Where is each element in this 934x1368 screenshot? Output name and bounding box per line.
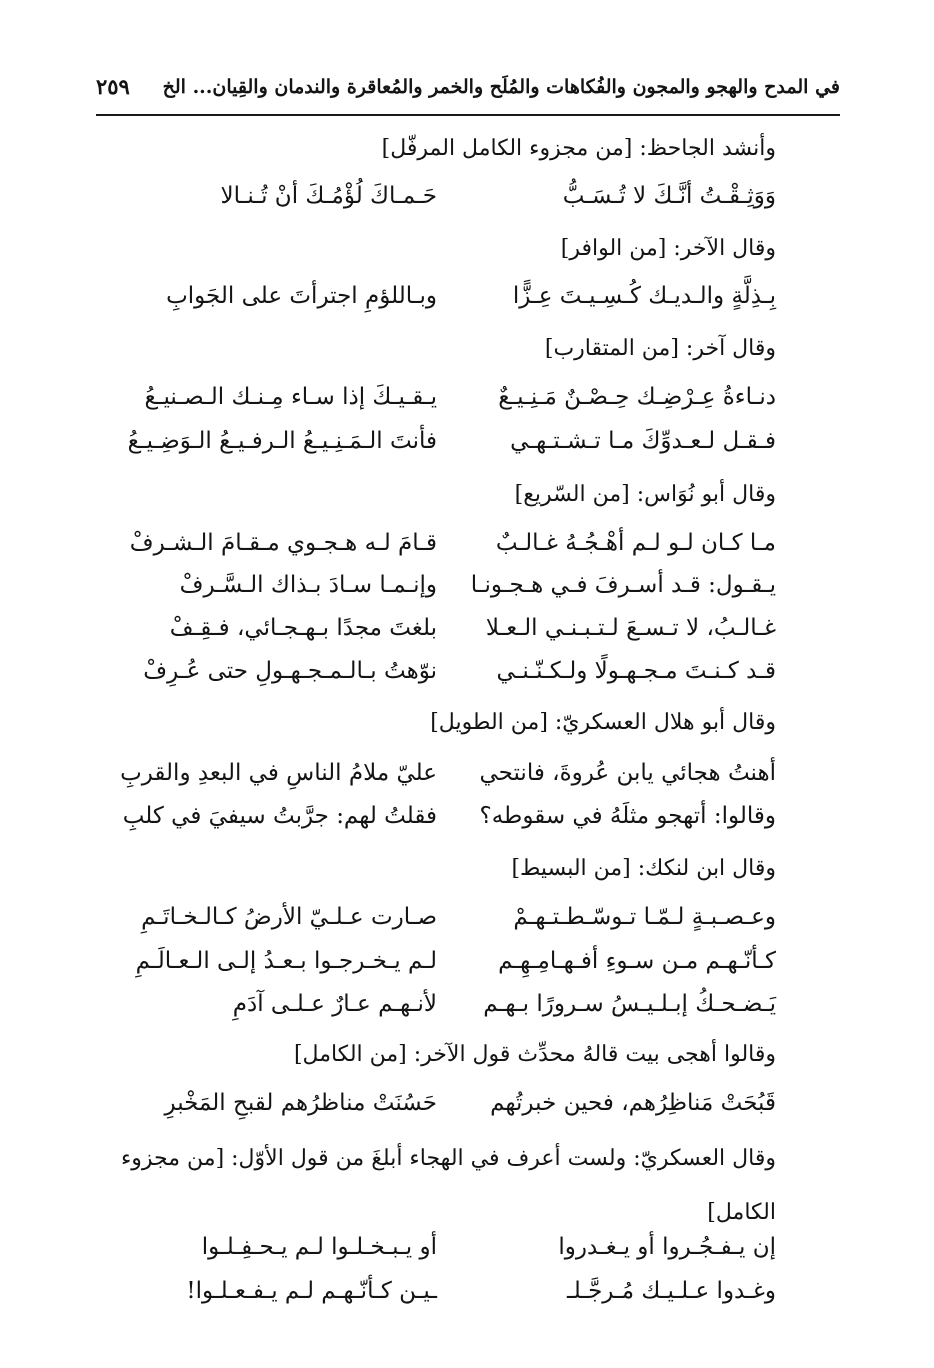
section-intro: وقال العسكريّ: ولست أعرف في الهجاء أبلغَ من قول الأوّل: [من مجزوء الكامل] [120,1146,776,1225]
header-title: في المدح والهجو والمجون والفُكاهات والمُلَح والخمر والمُعاقرة والندمان والقِيان... الخ [162,76,840,98]
section-intro: وقال أبو هلال العسكريّ: [من الطويل] [430,710,776,735]
verse-second-hemistich: قـامَ لـه هـجـوي مـقـامَ الـشـرفْ [129,530,437,556]
verse-second-hemistich: حَسُنَتْ مناظرُهم لقبحِ المَخْبرِ [164,1090,437,1116]
verse-second-hemistich: فقلتُ لهم: جرَّبتُ سيفيَ في كلبِ [122,803,437,829]
verse-first-hemistich: قـد كـنـتَ مـجـهـولًا ولـكـنّـنـي [496,658,776,684]
verse-first-hemistich: وقالوا: أتهجو مثلَهُ في سقوطه؟ [479,803,776,829]
verse-second-hemistich: بلغتَ مجدًا بـهـجـائي، فـقِـفْ [169,615,437,641]
section-intro: وقال الآخر: [من الوافر] [560,236,776,261]
verse-first-hemistich: وَوَثِـقْـتُ أنَّـكَ لا تُـسَـبُّ [562,183,776,209]
verse-first-hemistich: غـالـبُ، لا تـسـعَ لـتـبـنـي الـعـلا [485,615,776,641]
verse-first-hemistich: مـا كـان لـو لـم أهْـجُـهُ غـالـبٌ [495,530,776,556]
verse-first-hemistich: إن يـفـجُـروا أو يـغـدروا [558,1234,776,1260]
section-intro: وقال آخر: [من المتقارب] [544,336,776,361]
verse-first-hemistich: وعـصـبـةٍ لـمّـا تـوسّـطـتـهـمْ [513,904,776,930]
verse-second-hemistich: عليّ ملامُ الناسِ في البعدِ والقربِ [120,760,437,786]
verse-second-hemistich: وبـاللؤمِ اجترأتَ على الجَوابِ [166,283,437,309]
verse-second-hemistich: يـقـيـكَ إذا سـاء مِـنـك الـصـنيـعُ [144,384,437,410]
verse-second-hemistich: لأنـهـم عـارٌ عـلـى آدَمِ [232,991,437,1017]
verse-second-hemistich: فأنتَ الـمَـنِـيـعُ الـرفـيـعُ الـوَضِـيـعُ [127,428,437,454]
verse-first-hemistich: دنـاءةُ عِـرْضِـك حِـصْـنٌ مَـنِـيـعٌ [498,384,776,410]
verse-first-hemistich: قَبُحَتْ مَناظِرُهم، فحين خبرتُهم [490,1090,776,1116]
verse-first-hemistich: يَـضـحـكُ إبـلـيـسُ سـرورًا بـهـم [483,991,776,1017]
verse-second-hemistich: صـارت عـلـيّ الأرضُ كـالـخـاتَـمِ [141,904,437,930]
verse-first-hemistich: فـقـل لـعـدوِّكَ مـا تـشـتـهـي [510,428,776,454]
verse-first-hemistich: يـقـول: قـد أسـرفَ فـي هـجـونـا [470,572,776,598]
section-intro: وقالوا أهجى بيت قالهُ محدِّث قول الآخر: [من الكامل] [293,1042,776,1067]
section-intro: وقال أبو نُوَاس: [من السّريع] [514,482,776,507]
verse-first-hemistich: كـأنّـهـم مـن سـوءِ أفـهـامِـهِـم [498,948,776,974]
verse-second-hemistich: حَـمـاكَ لُؤْمُـكَ أنْ تُـنـالا [220,183,437,209]
page-number: ٢٥٩ [96,74,130,99]
section-intro: وأنشد الجاحظ: [من مجزوء الكامل المرفّل] [381,136,776,161]
verse-first-hemistich: أهنتُ هجائي يابن عُروةَ، فانتحي [479,760,776,786]
verse-first-hemistich: وغـدوا عـلـيـك مُـرجَّـلـ [567,1278,776,1304]
verse-second-hemistich: ـيـن كـأنّـهـم لـم يـفـعـلـوا! [186,1278,437,1304]
verse-second-hemistich: لـم يـخـرجـوا بـعـدُ إلـى الـعـالَـمِ [135,948,437,974]
verse-second-hemistich: وإنـمـا سـادَ بـذاك الـسَّـرفْ [179,572,437,598]
verse-first-hemistich: بِـذِلَّةٍ والـديـك كُـسِـيـتَ عِـزًّا [512,283,776,309]
verse-second-hemistich: نوّهتُ بـالـمـجـهـولِ حتى عُـرِفْ [143,658,437,684]
section-intro: وقال ابن لنكك: [من البسيط] [511,856,776,881]
verse-second-hemistich: أو يـبـخـلـوا لـم يـحـفِـلـوا [201,1234,437,1260]
